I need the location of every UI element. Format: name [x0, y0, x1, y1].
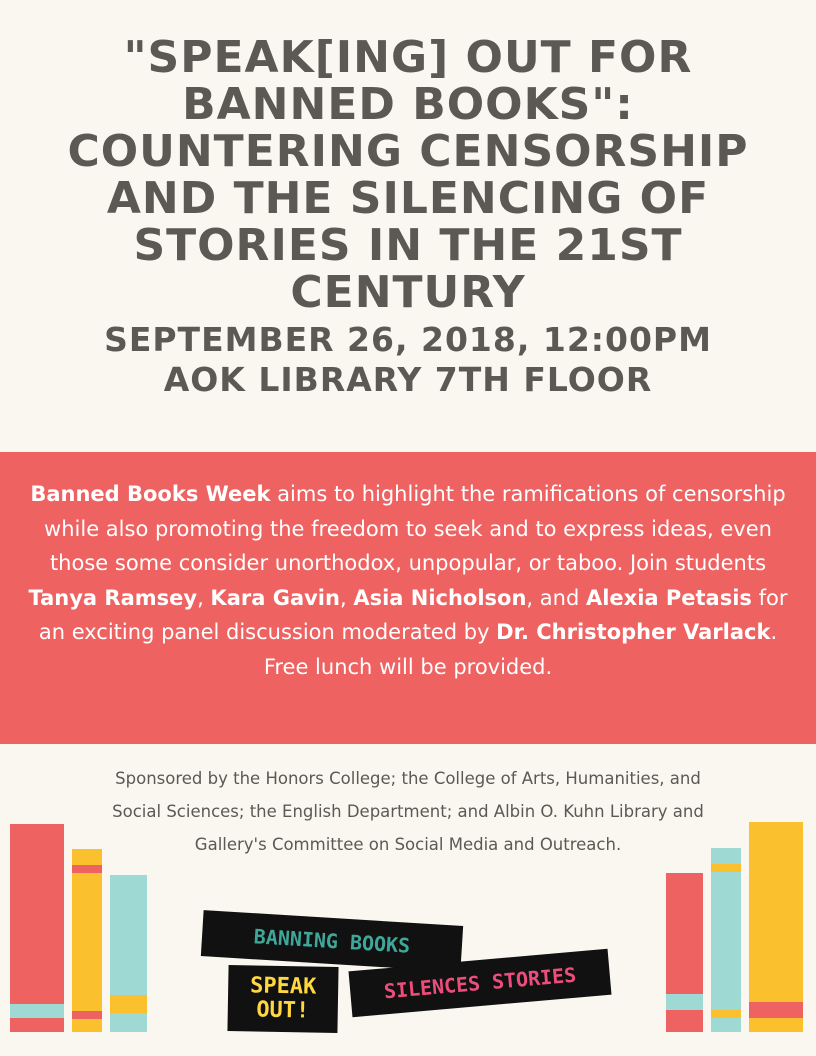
event-description: Banned Books Week aims to highlight the ramifications of censorship while also promoting the freedom to seek and to express ideas, even those some consider unorthodox, unpopular, or taboo. Join students Tanya Ramsey, Kara Gavin, Asia Nicholson, and Alexia Petasis for an exciting panel discussion moderated by Dr. Christopher Varlack. Free lunch will be provided.	[28, 482, 788, 679]
book-spine	[110, 875, 147, 1032]
silences-stories-label: SILENCES STORIES	[348, 949, 611, 1017]
student-name: Kara Gavin	[210, 585, 340, 610]
student-name: Alexia Petasis	[585, 585, 752, 610]
book-spine	[10, 824, 64, 1032]
event-title: "SPEAK[ING] OUT FOR BANNED BOOKS": COUNTERING CENSORSHIP AND THE SILENCING OF STORIES IN THE 21ST CENTURY	[67, 32, 749, 318]
speak-out-label: SPEAK OUT!	[227, 965, 338, 1033]
event-date-time: SEPTEMBER 26, 2018, 12:00PM	[104, 320, 712, 359]
book-spine	[666, 873, 703, 1032]
lunch-note: Free lunch will be provided.	[263, 654, 553, 679]
sponsors-text: Sponsored by the Honors College; the College of Arts, Humanities, and Social Sciences; the English Department; and Albin O. Kuhn Library and Gallery's Committee on Social Media and Outreach.	[112, 769, 704, 854]
book-spine	[711, 848, 741, 1032]
book-spine	[749, 822, 803, 1032]
event-location: AOK LIBRARY 7TH FLOOR	[163, 360, 653, 399]
banning-books-label: BANNING BOOKS	[201, 910, 463, 972]
student-name: Asia Nicholson	[353, 585, 527, 610]
student-name: Tanya Ramsey	[28, 585, 198, 610]
moderator-name: Dr. Christopher Varlack	[496, 620, 771, 644]
event-name: Banned Books Week	[30, 482, 271, 506]
book-spine	[72, 849, 102, 1032]
